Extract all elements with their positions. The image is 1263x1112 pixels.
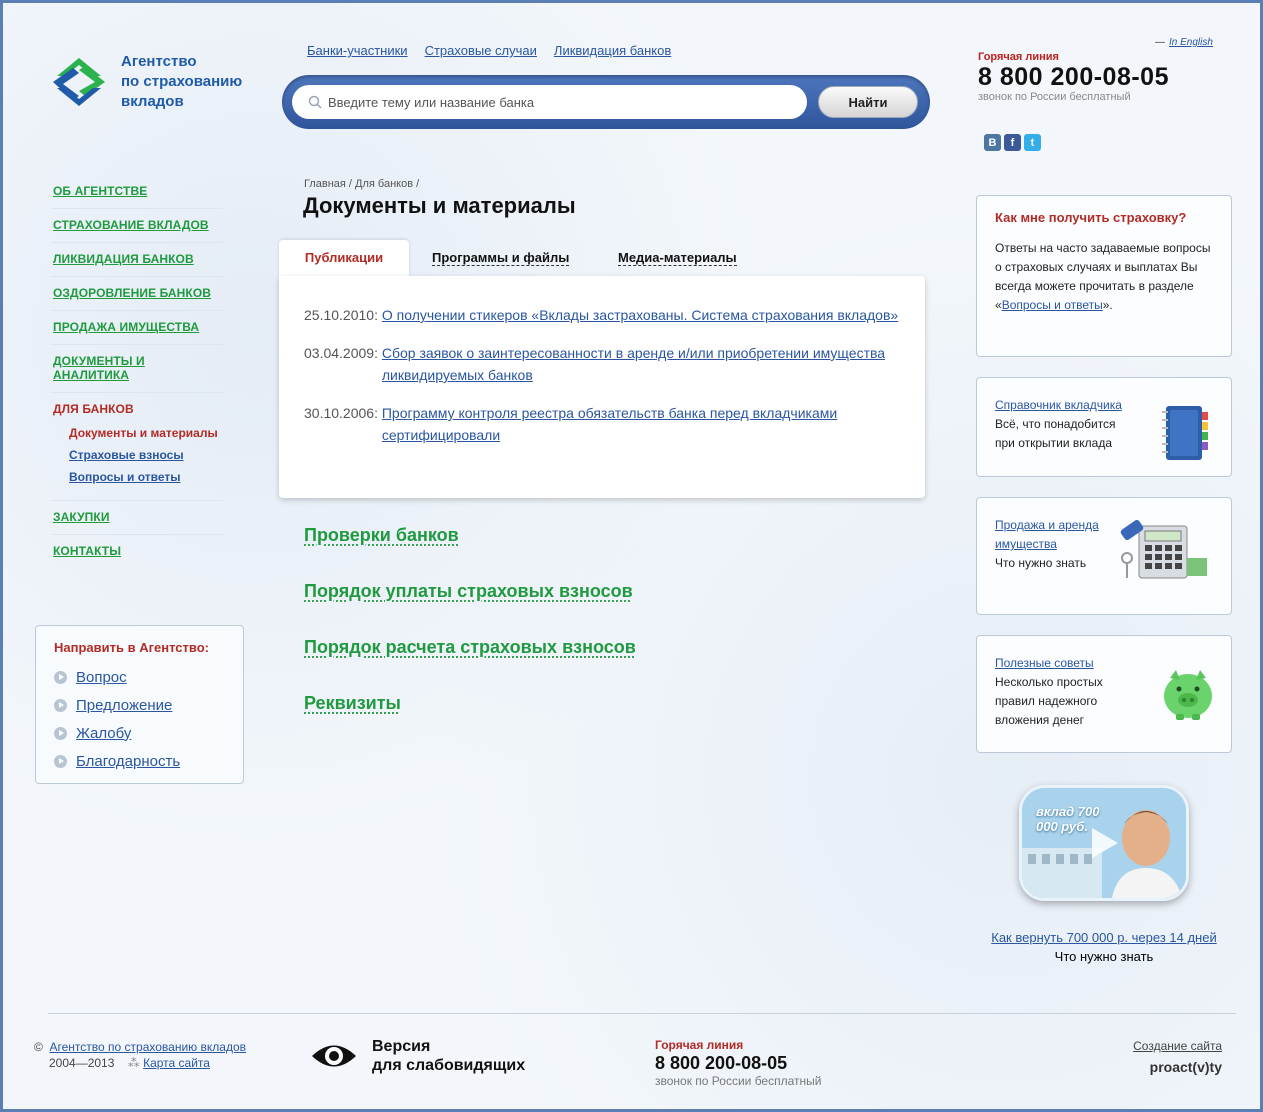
promo-property (976, 497, 1232, 615)
logo-icon (49, 54, 109, 110)
twitter-icon[interactable]: t (1024, 134, 1041, 151)
send-complaint[interactable]: Жалобу (54, 719, 225, 747)
vision-line2: для слабовидящих (372, 1057, 526, 1074)
topnav-insurance-cases[interactable]: Страховые случаи (424, 43, 537, 58)
video-thumbnail[interactable] (1019, 785, 1189, 901)
logo-text: Агентство по страхованию вкладов (121, 53, 243, 110)
search-bar (282, 75, 930, 129)
promo-link[interactable]: Продажа и аренда имущества (995, 518, 1099, 551)
hotline-header (978, 51, 1169, 103)
promo-depositor-guide (976, 377, 1232, 477)
faq-link[interactable]: Вопросы и ответы (1001, 298, 1103, 312)
hotline-number[interactable]: 8 800 200-08-05 (655, 1053, 788, 1073)
copyright-link[interactable]: Агентство по страхованию вкладов (49, 1040, 246, 1054)
promo-text: Что нужно знать (995, 556, 1087, 570)
arrow-icon (54, 671, 67, 684)
sidebar-item-contacts[interactable]: КОНТАКТЫ (53, 544, 122, 558)
promo-tips (976, 635, 1232, 753)
language-switch (1155, 37, 1213, 48)
sidebar-item-procurement[interactable]: ЗАКУПКИ (51, 501, 223, 535)
logo[interactable] (49, 52, 242, 112)
list-item (304, 342, 913, 386)
vk-icon[interactable]: В (984, 134, 1001, 151)
sidebar-subnav (51, 422, 223, 501)
calculator-keys-icon (1117, 518, 1209, 582)
promo-link[interactable]: Полезные советы (995, 656, 1094, 670)
topnav-banks[interactable]: Банки-участники (307, 43, 408, 58)
sidebar-item-for-banks[interactable]: ДЛЯ БАНКОВ (53, 402, 134, 416)
faq-text: Ответы на часто задаваемые вопросы о страховых случаях и выплатах Вы всегда можете прочитать в разделе «Вопросы и ответы». (995, 241, 1211, 312)
breadcrumb[interactable]: Главная / Для банков / (304, 178, 420, 190)
promo-text: Всё, что понадобится при открытии вклада (995, 417, 1116, 450)
send-to-agency-box (35, 625, 244, 784)
hotline-note: звонок по России бесплатный (978, 91, 1131, 103)
arrow-icon (54, 755, 67, 768)
sidebar-item-property-sale[interactable]: ПРОДАЖА ИМУЩЕСТВА (51, 311, 223, 345)
tabs (279, 240, 925, 278)
sidebar-item-documents[interactable]: ДОКУМЕНТЫ И АНАЛИТИКА (51, 345, 223, 393)
video-caption (976, 928, 1232, 966)
tab-publications[interactable]: Публикации (279, 240, 409, 278)
topnav-liquidation[interactable]: Ликвидация банков (553, 43, 672, 58)
facebook-icon[interactable]: f (1004, 134, 1021, 151)
page-title: Документы и материалы (303, 193, 576, 218)
top-nav (307, 43, 671, 58)
sidebar-item-deposit-insurance[interactable]: СТРАХОВАНИЕ ВКЛАДОВ (51, 209, 223, 243)
search-placeholder: Введите тему или название банка (328, 94, 535, 110)
sidebar-nav (51, 175, 223, 568)
copyright-symbol: © (34, 1040, 43, 1054)
pub-date: 30.10.2006: (304, 405, 378, 421)
pub-link[interactable]: Программу контроля реестра обязательств банка перед вкладчиками сертифицировали (381, 405, 838, 443)
section-requisites[interactable]: Реквизиты (304, 693, 401, 713)
arrow-icon (54, 699, 67, 712)
subnav-docs-materials[interactable]: Документы и материалы (69, 426, 218, 440)
section-bank-checks[interactable]: Проверки банков (304, 525, 459, 545)
notebook-icon (1160, 404, 1212, 462)
hotline-footer (655, 1038, 821, 1088)
video-note: Что нужно знать (1054, 949, 1154, 964)
pub-link[interactable]: О получении стикеров «Вклады застрахованы. Система страхования вкладов» (381, 307, 899, 323)
pub-date: 25.10.2010: (304, 307, 378, 323)
dash-glyph: — (1155, 37, 1165, 48)
hotline-label: Горячая линия (655, 1038, 744, 1052)
hotline-number[interactable]: 8 800 200-08-05 (978, 63, 1169, 91)
arrow-icon (54, 727, 67, 740)
sidebar-item-recovery[interactable]: ОЗДОРОВЛЕНИЕ БАНКОВ (51, 277, 223, 311)
search-input[interactable] (292, 85, 807, 119)
tab-media[interactable]: Медиа-материалы (618, 250, 737, 265)
footer-divider (48, 1013, 1236, 1014)
sidebar-item-liquidation[interactable]: ЛИКВИДАЦИЯ БАНКОВ (51, 243, 223, 277)
sitemap-link[interactable]: Карта сайта (143, 1056, 210, 1070)
sitemap-icon: ⁂ (127, 1056, 140, 1070)
footer-years: 2004—2013 (49, 1056, 115, 1070)
creator-logo[interactable]: proact(v)ty (1149, 1059, 1222, 1075)
creator-link[interactable]: Создание сайта (1133, 1039, 1222, 1053)
video-link[interactable]: Как вернуть 700 000 р. через 14 дней (991, 930, 1217, 945)
promo-text: Несколько простых правил надежного вложения денег (995, 675, 1103, 727)
list-item (304, 402, 913, 446)
publications-panel (279, 276, 925, 498)
subnav-insurance-fees[interactable]: Страховые взносы (69, 448, 184, 462)
section-fee-calculation[interactable]: Порядок расчета страховых взносов (304, 637, 636, 657)
section-fee-payment[interactable]: Порядок уплаты страховых взносов (304, 581, 633, 601)
footer-copyright (34, 1039, 246, 1071)
list-item (304, 304, 913, 326)
site-creator (1103, 1039, 1222, 1075)
hotline-note: звонок по России бесплатный (655, 1074, 822, 1088)
send-box-title: Направить в Агентство: (54, 640, 209, 655)
sidebar-item-about[interactable]: ОБ АГЕНТСТВЕ (51, 175, 223, 209)
promo-link[interactable]: Справочник вкладчика (995, 398, 1122, 412)
send-question[interactable]: Вопрос (54, 663, 225, 691)
piggy-bank-icon (1160, 666, 1216, 722)
english-link[interactable]: In English (1169, 37, 1213, 48)
vision-line1: Версия (372, 1038, 431, 1055)
tab-programs[interactable]: Программы и файлы (432, 250, 570, 265)
low-vision-version[interactable] (310, 1037, 525, 1075)
subnav-faq[interactable]: Вопросы и ответы (69, 470, 181, 484)
search-button[interactable]: Найти (818, 86, 918, 118)
social-links (984, 134, 1041, 151)
send-suggestion[interactable]: Предложение (54, 691, 225, 719)
pub-date: 03.04.2009: (304, 345, 378, 361)
faq-question: Как мне получить страховку? (995, 210, 1187, 225)
search-icon (308, 95, 322, 109)
hotline-label: Горячая линия (978, 51, 1059, 63)
send-thanks[interactable]: Благодарность (54, 747, 225, 775)
faq-box (976, 195, 1232, 357)
pub-link[interactable]: Сбор заявок о заинтересованности в аренде и/или приобретении имущества ликвидируемых банков (381, 345, 886, 383)
eye-icon (310, 1039, 358, 1073)
video-badge: вклад 700 000 руб. (1036, 804, 1100, 834)
